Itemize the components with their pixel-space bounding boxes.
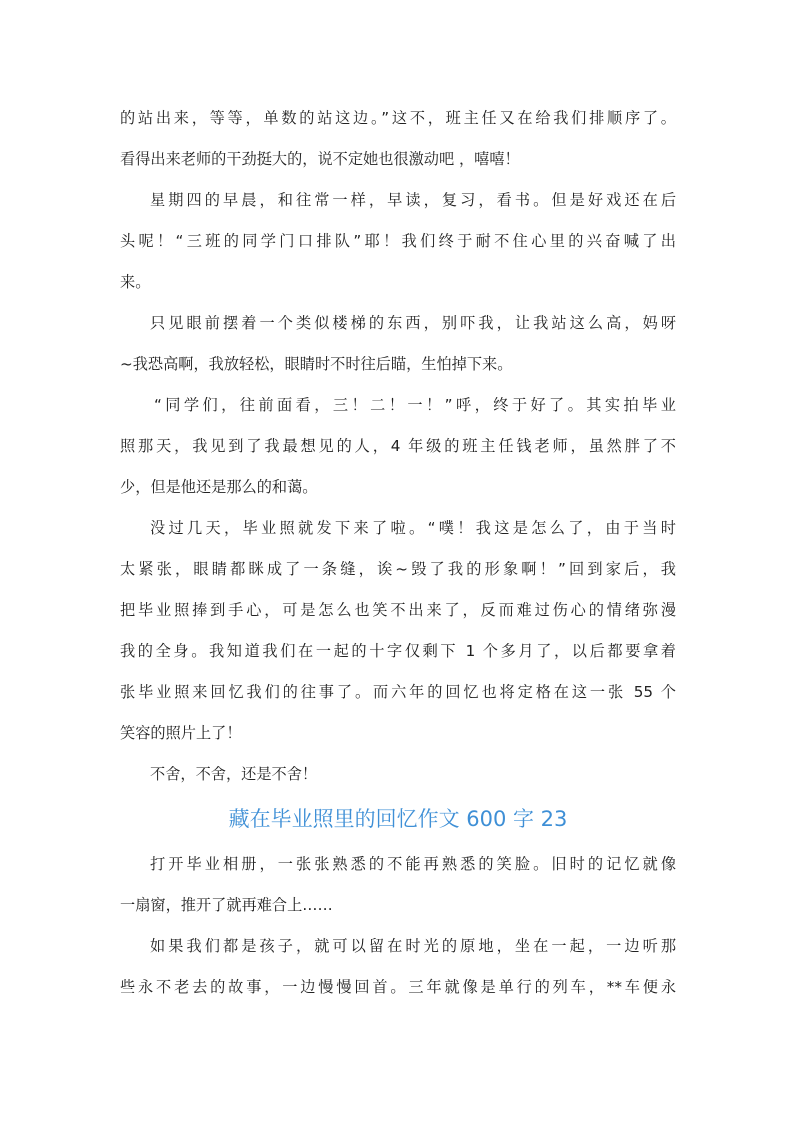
text-line: 些永不老去的故事，一边慢慢回首。三年就像是单行的列车，**车便永 xyxy=(120,978,676,996)
text-line: 少，但是他还是那么的和蔼。 xyxy=(120,478,318,496)
paragraph xyxy=(120,98,676,180)
paragraph xyxy=(120,303,676,385)
text-line: 照那天，我见到了我最想见的人，4 年级的班主任钱老师，虽然胖了不 xyxy=(120,437,676,455)
text-line: 不舍，不舍，还是不舍！ xyxy=(150,765,318,783)
text-line: 头呢！“三班的同学门口排队”耶！我们终于耐不住心里的兴奋喊了出 xyxy=(120,232,676,250)
paragraph xyxy=(120,754,676,795)
section-heading: 藏在毕业照里的回忆作文 600 字 23 xyxy=(228,807,568,831)
text-line: 把毕业照捧到手心，可是怎么也笑不出来了，反而难过伤心的情绪弥漫 xyxy=(120,601,676,619)
text-line: “同学们，往前面看，三！二！一！”呼，终于好了。其实拍毕业 xyxy=(154,396,676,414)
document-page xyxy=(120,98,676,1008)
text-line: ~我恐高啊，我放轻松，眼睛时不时往后瞄，生怕掉下来。 xyxy=(120,355,513,373)
text-line: 我的全身。我知道我们在一起的十字仅剩下 1 个多月了，以后都要拿着 xyxy=(120,642,676,660)
paragraph xyxy=(120,385,676,508)
text-line: 来。 xyxy=(120,273,151,291)
text-line: 星期四的早晨，和往常一样，早读，复习，看书。但是好戏还在后 xyxy=(150,191,676,209)
text-line: 一扇窗，推开了就再难合上…… xyxy=(120,896,333,914)
text-line: 看得出来老师的干劲挺大的，说不定她也很激动吧 ，嘻嘻！ xyxy=(120,150,520,168)
text-line: 的站出来，等等，单数的站这边。”这不，班主任又在给我们排顺序了。 xyxy=(120,109,676,127)
text-line: 只见眼前摆着一个类似楼梯的东西，别吓我，让我站这么高，妈呀 xyxy=(150,314,676,332)
text-line: 太紧张，眼睛都眯成了一条缝，诶~毁了我的形象啊！”回到家后，我 xyxy=(120,560,676,578)
text-line: 没过几天，毕业照就发下来了啦。“噗！我这是怎么了，由于当时 xyxy=(150,519,676,537)
paragraph xyxy=(120,926,676,1008)
paragraph xyxy=(120,508,676,754)
text-line: 笑容的照片上了！ xyxy=(120,724,242,742)
text-line: 打开毕业相册，一张张熟悉的不能再熟悉的笑脸。旧时的记忆就像 xyxy=(150,855,676,873)
text-line: 张毕业照来回忆我们的往事了。而六年的回忆也将定格在这一张 55 个 xyxy=(120,683,676,701)
paragraph xyxy=(120,180,676,303)
paragraph xyxy=(120,844,676,926)
text-line: 如果我们都是孩子，就可以留在时光的原地，坐在一起，一边听那 xyxy=(150,937,676,955)
